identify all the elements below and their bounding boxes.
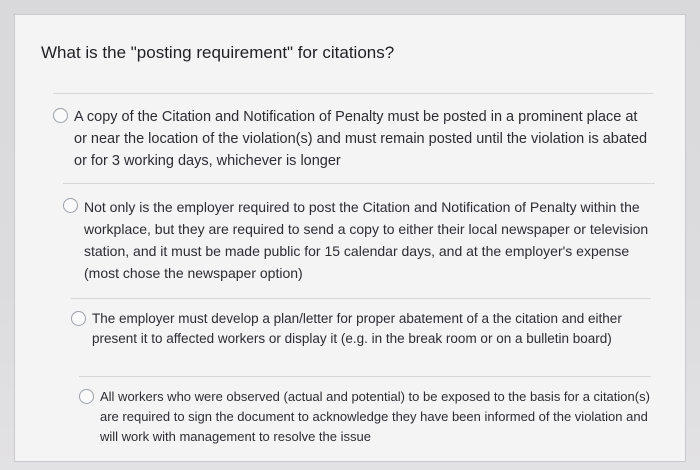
radio-button-icon[interactable] (53, 108, 68, 123)
answer-option-1[interactable] (53, 93, 653, 172)
answer-option-label: The employer must develop a plan/letter for proper abatement of a the citation and either present it to affected workers or display it (e.g. in the break room or on a bulletin board) (92, 311, 622, 346)
answer-option-2[interactable] (63, 183, 655, 284)
radio-button-icon[interactable] (63, 198, 78, 213)
answer-option-4[interactable] (79, 376, 651, 447)
answer-option-3[interactable] (71, 298, 651, 349)
question-text: What is the "posting requirement" for citations? (41, 43, 395, 62)
radio-button-icon[interactable] (79, 389, 94, 404)
answer-option-label: A copy of the Citation and Notification of Penalty must be posted in a prominent place at or near the location of the violation(s) and must remain posted until the violation is abated or for 3 working days, whichever is longer (74, 109, 648, 169)
answer-option-label: Not only is the employer required to post the Citation and Notification of Penalty within the workplace, but they are required to send a copy to either their local newspaper or television station, and it must be made public for 15 calendar days, and at the employer's expense (most chose the newspaper option) (84, 199, 649, 281)
question-card (14, 14, 686, 462)
answer-option-label: All workers who were observed (actual and potential) to be exposed to the basis for a citation(s) are required to sign the document to acknowledge they have been informed of the violation and will work with management to resolve the issue (100, 389, 650, 444)
radio-button-icon[interactable] (71, 311, 86, 326)
